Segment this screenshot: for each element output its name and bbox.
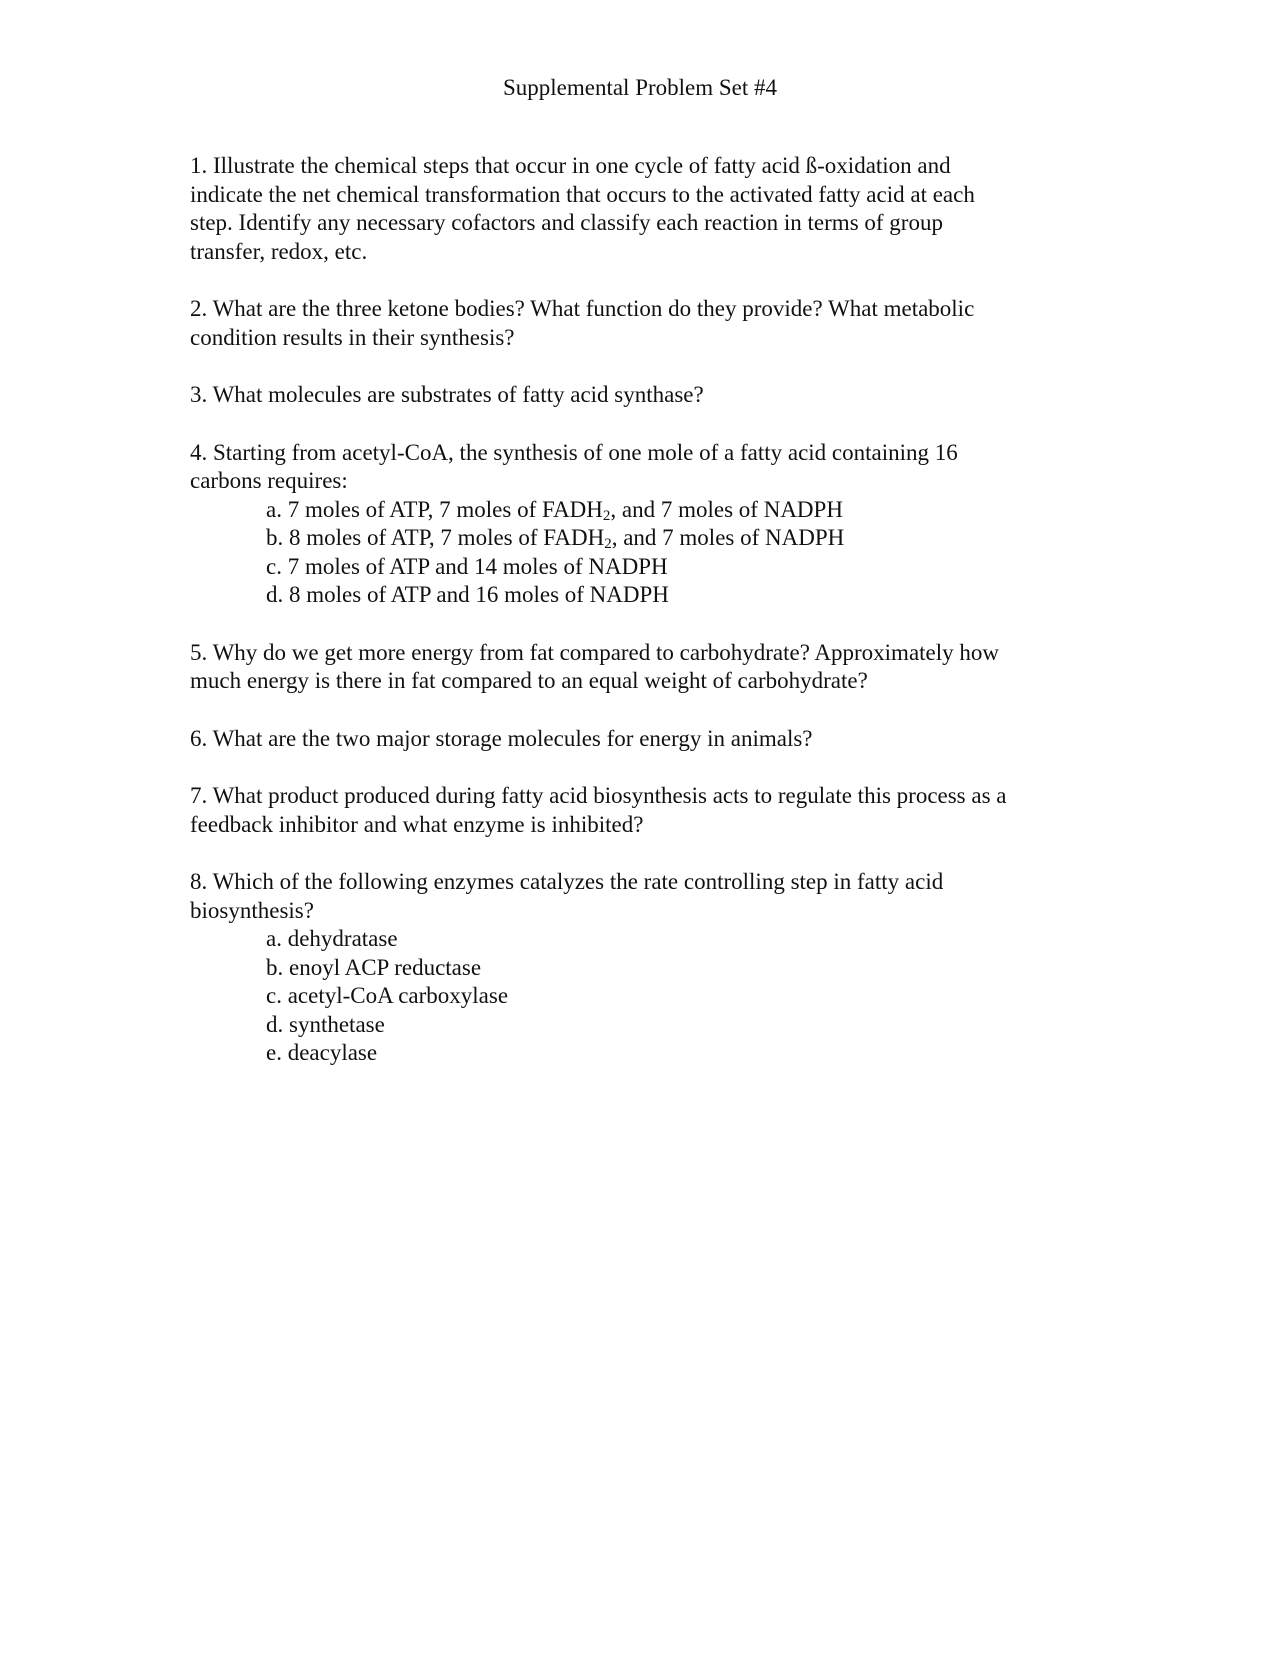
answer-option-b [190,524,1090,553]
option-text: a. 7 moles of ATP, 7 moles of FADH [266,496,603,522]
question-text-line: 5. Why do we get more energy from fat compared to carbohydrate? Approximately how [190,639,999,665]
answer-option-e: e. deacylase [266,1040,378,1065]
question-text-line: 3. What molecules are substrates of fatty acid synthase? [190,382,704,407]
question-5 [190,639,1090,696]
answer-option-a [190,496,1090,525]
question-text-line: condition results in their synthesis? [190,324,515,350]
answer-option-c: c. 7 moles of ATP and 14 moles of NADPH [266,553,668,579]
question-text-line: 7. What product produced during fatty acid biosynthesis acts to regulate this process as a [190,783,1007,808]
question-text-line: much energy is there in fat compared to an equal weight of carbohydrate? [190,668,868,693]
question-text-line: step. Identify any necessary cofactors and classify each reaction in terms of group [190,210,943,235]
question-8 [190,868,1090,1068]
option-text: , and 7 moles of NADPH [611,525,845,550]
question-text-line: biosynthesis? [190,897,314,923]
question-text-line: transfer, redox, etc. [190,238,368,264]
answer-option-c: c. acetyl-CoA carboxylase [266,983,509,1008]
question-text-line: 6. What are the two major storage molecules for energy in animals? [190,725,813,751]
option-text: b. 8 moles of ATP, 7 moles of FADH [266,525,605,550]
question-list [190,152,1090,1097]
question-text-line: feedback inhibitor and what enzyme is inhibited? [190,811,644,837]
answer-option-d: d. 8 moles of ATP and 16 moles of NADPH [266,582,669,607]
question-text-line: 8. Which of the following enzymes catalyzes the rate controlling step in fatty acid [190,869,944,894]
question-2 [190,295,1090,352]
subscript: 2 [602,507,611,524]
question-7 [190,782,1090,839]
question-3 [190,381,1090,410]
option-text: , and 7 moles of NADPH [610,496,843,522]
question-text-line: indicate the net chemical transformation that occurs to the activated fatty acid at each [190,181,975,207]
answer-option-a: a. dehydratase [266,926,398,951]
question-6 [190,725,1090,754]
question-text-line: carbons requires: [190,468,348,493]
answer-option-b: b. enoyl ACP reductase [266,954,482,980]
question-4 [190,439,1090,610]
question-text-line: 4. Starting from acetyl-CoA, the synthesis of one mole of a fatty acid containing 16 [190,439,958,465]
question-text-line: 2. What are the three ketone bodies? What function do they provide? What metabolic [190,296,975,321]
answer-option-d: d. synthetase [266,1011,385,1037]
page-title: Supplemental Problem Set #4 [502,75,778,100]
question-text-line: 1. Illustrate the chemical steps that occur in one cycle of fatty acid ß-oxidation and [190,153,951,178]
question-1 [190,152,1090,266]
subscript: 2 [604,536,612,552]
